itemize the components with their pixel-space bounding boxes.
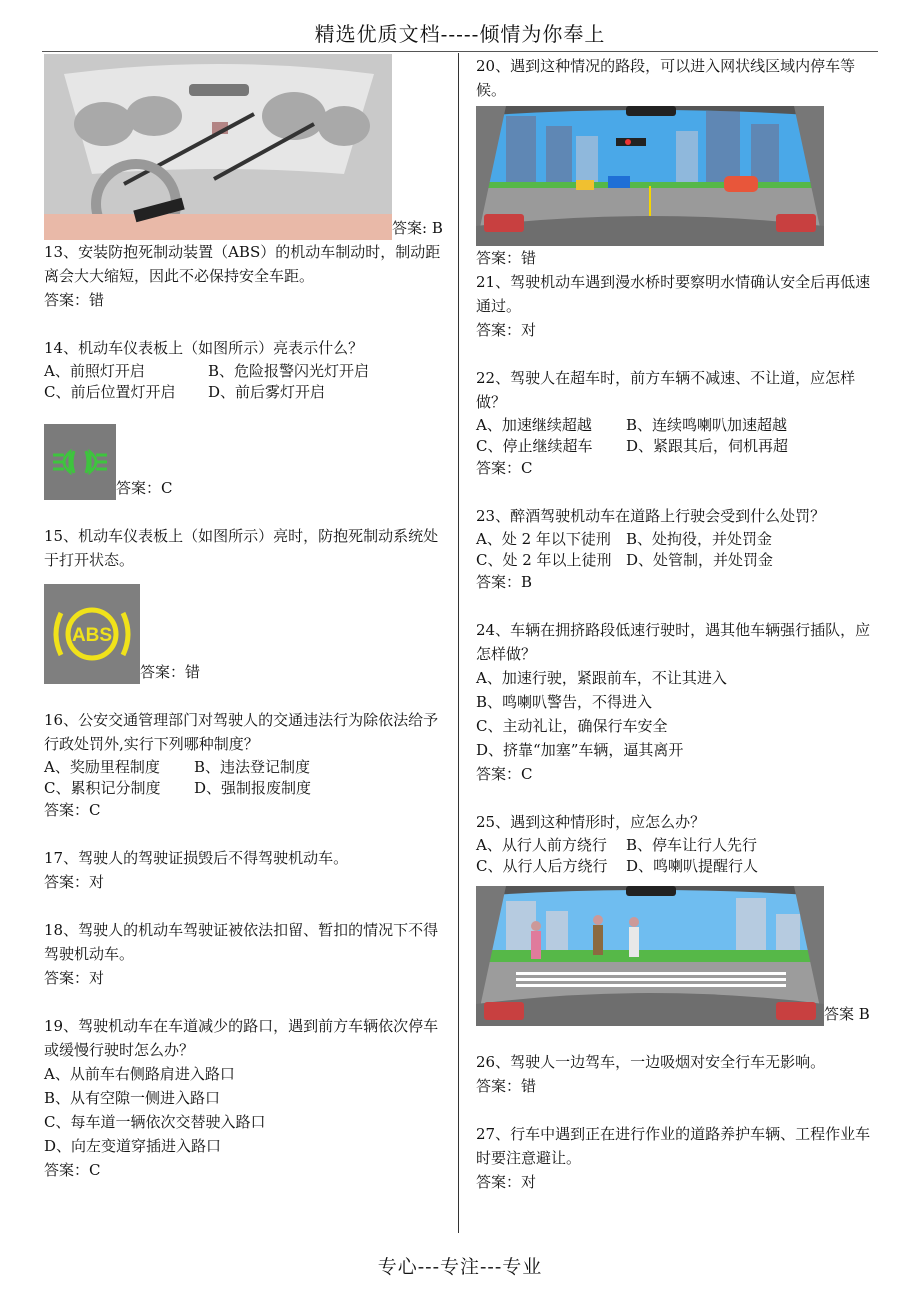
q22-answer: 答案：C — [476, 459, 533, 477]
q14-options-row1 — [44, 360, 446, 381]
fog-lamp-icon — [44, 424, 116, 500]
abs-warning-icon — [44, 584, 140, 684]
q27-answer: 答案：对 — [476, 1173, 537, 1191]
q19-option-a: A、从前车右侧路肩进入路口 — [44, 1065, 235, 1083]
q22-option-d: D、紧跟其后，伺机再超 — [626, 437, 789, 455]
q14-option-a: A、前照灯开启 — [44, 362, 145, 380]
page-footer: 专心---专注---专业 — [377, 1256, 543, 1278]
q17-answer: 答案：对 — [44, 873, 105, 891]
q16-answer: 答案：C — [44, 801, 101, 819]
q14-text: 14、机动车仪表板上（如图所示）亮表示什么？ — [44, 339, 364, 357]
q25-options-row2 — [476, 855, 880, 876]
q23-option-c: C、处 2 年以上徒刑 — [476, 551, 612, 569]
q15-text: 15、机动车仪表板上（如图所示）亮时，防抱死制动系统处于打开状态。 — [44, 527, 439, 569]
q16-options-row2 — [44, 777, 446, 798]
q20-answer: 答案：错 — [476, 249, 537, 267]
q14-option-d: D、前后雾灯开启 — [208, 383, 326, 401]
q18-text: 18、驾驶人的机动车驾驶证被依法扣留、暂扣的情况下不得驾驶机动车。 — [44, 921, 439, 963]
q23-option-a: A、处 2 年以下徒刑 — [476, 530, 611, 548]
q14-option-b: B、危险报警闪光灯开启 — [208, 362, 370, 380]
road-scene-image — [476, 106, 824, 246]
q25-options-row1 — [476, 834, 880, 855]
q25-answer: 答案 B — [824, 1005, 870, 1023]
right-column — [476, 54, 880, 1194]
q17-text: 17、驾驶人的驾驶证损毁后不得驾驶机动车。 — [44, 849, 349, 867]
q23-options-row1 — [476, 528, 880, 549]
q12-figure-row — [44, 54, 446, 240]
q19-answer: 答案：C — [44, 1161, 101, 1179]
q14-figure-row — [44, 424, 446, 500]
column-divider — [458, 53, 459, 1233]
pedestrian-crossing-image — [476, 886, 824, 1026]
q24-answer: 答案：C — [476, 765, 533, 783]
header-rule — [42, 51, 878, 52]
q25-option-a: A、从行人前方绕行 — [476, 836, 607, 854]
q14-options-row2 — [44, 381, 446, 402]
q16-option-a: A、奖励里程制度 — [44, 758, 160, 776]
q22-option-a: A、加速继续超越 — [476, 416, 592, 434]
q15-answer: 答案：错 — [140, 663, 201, 681]
q24-option-c: C、主动礼让，确保行车安全 — [476, 717, 668, 735]
q21-text: 21、驾驶机动车遇到漫水桥时要察明水情确认安全后再低速通过。 — [476, 273, 871, 315]
q25-option-b: B、停车让行人先行 — [626, 836, 758, 854]
q22-text: 22、驾驶人在超车时，前方车辆不减速、不让道，应怎样做？ — [476, 369, 856, 411]
q23-answer: 答案：B — [476, 573, 533, 591]
q21-answer: 答案：对 — [476, 321, 537, 339]
windshield-wiper-image — [44, 54, 392, 240]
q18-answer: 答案：对 — [44, 969, 105, 987]
q25-figure-row — [476, 886, 880, 1026]
q27-text: 27、行车中遇到正在进行作业的道路养护车辆、工程作业车时要注意避让。 — [476, 1125, 871, 1167]
q25-option-d: D、鸣喇叭提醒行人 — [626, 857, 759, 875]
q22-option-b: B、连续鸣喇叭加速超越 — [626, 416, 788, 434]
q16-option-c: C、累积记分制度 — [44, 779, 161, 797]
q22-options-row2 — [476, 435, 880, 456]
q19-option-c: C、每车道一辆依次交替驶入路口 — [44, 1113, 266, 1131]
q19-option-b: B、从有空隙一侧进入路口 — [44, 1089, 221, 1107]
q24-text: 24、车辆在拥挤路段低速行驶时，遇其他车辆强行插队，应怎样做？ — [476, 621, 871, 663]
q25-option-c: C、从行人后方绕行 — [476, 857, 608, 875]
q22-options-row1 — [476, 414, 880, 435]
q23-text: 23、醉酒驾驶机动车在道路上行驶会受到什么处罚？ — [476, 507, 826, 525]
q20-text: 20、遇到这种情况的路段，可以进入网状线区域内停车等候。 — [476, 57, 856, 99]
page-header: 精选优质文档-----倾情为你奉上 — [314, 22, 606, 46]
q19-option-d: D、向左变道穿插进入路口 — [44, 1137, 222, 1155]
q23-option-b: B、处拘役，并处罚金 — [626, 530, 773, 548]
q15-figure-row — [44, 584, 446, 684]
q14-answer: 答案：C — [116, 479, 173, 497]
q12-answer: 答案: B — [392, 219, 443, 237]
q13-answer: 答案：错 — [44, 291, 105, 309]
q24-option-b: B、鸣喇叭警告，不得进入 — [476, 693, 653, 711]
q22-option-c: C、停止继续超车 — [476, 437, 593, 455]
q23-options-row2 — [476, 549, 880, 570]
q26-text: 26、驾驶人一边驾车，一边吸烟对安全行车无影响。 — [476, 1053, 826, 1071]
q26-answer: 答案：错 — [476, 1077, 537, 1095]
q25-text: 25、遇到这种情形时，应怎么办？ — [476, 813, 706, 831]
q16-options-row1 — [44, 756, 446, 777]
q24-option-a: A、加速行驶，紧跟前车，不让其进入 — [476, 669, 727, 687]
q16-text: 16、公安交通管理部门对驾驶人的交通违法行为除依法给予行政处罚外,实行下列哪种制度？ — [44, 711, 439, 753]
q14-option-c: C、前后位置灯开启 — [44, 383, 176, 401]
q13-text: 13、安装防抱死制动装置（ABS）的机动车制动时，制动距离会大大缩短，因此不必保持安全车距。 — [44, 243, 441, 285]
left-column — [44, 54, 446, 1182]
q16-option-b: B、违法登记制度 — [194, 758, 311, 776]
abs-label: ABS — [71, 625, 113, 646]
q23-option-d: D、处管制，并处罚金 — [626, 551, 774, 569]
q16-option-d: D、强制报废制度 — [194, 779, 312, 797]
q19-text: 19、驾驶机动车在车道减少的路口，遇到前方车辆依次停车或缓慢行驶时怎么办？ — [44, 1017, 439, 1059]
q24-option-d: D、挤靠“加塞”车辆，逼其离开 — [476, 741, 684, 759]
